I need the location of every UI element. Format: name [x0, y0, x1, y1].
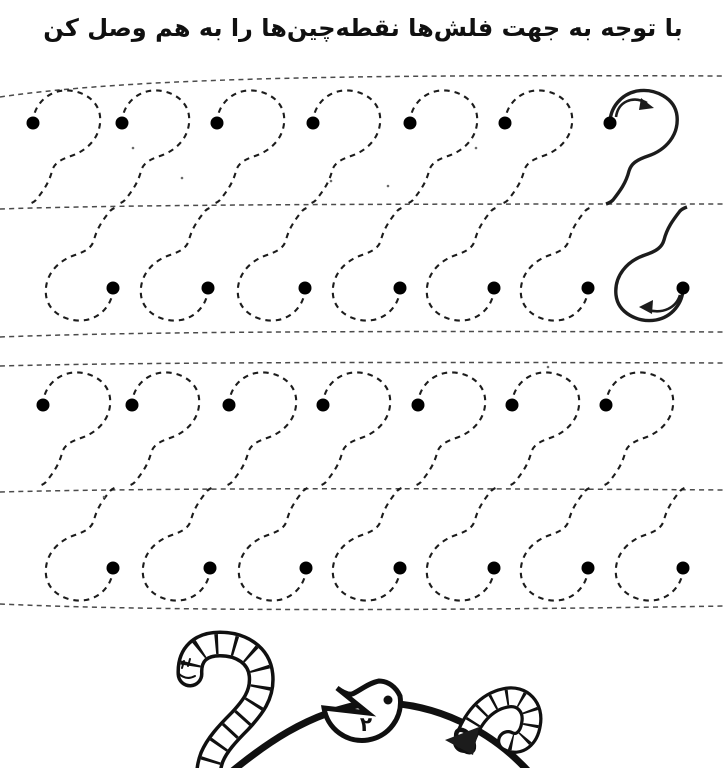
trace-glyph-dashed: [118, 90, 189, 204]
trace-glyph-dashed: [333, 487, 404, 601]
trace-glyph-dashed: [143, 487, 214, 601]
scan-speck: [387, 185, 390, 188]
start-dot: [223, 399, 236, 412]
start-dot: [394, 282, 407, 295]
start-dot: [211, 117, 224, 130]
guideline: [0, 204, 726, 209]
trace-glyph-dashed: [39, 372, 110, 486]
bird-eye-icon: [384, 696, 393, 705]
trace-glyph-dashed: [406, 90, 477, 204]
practice-bands: [0, 76, 726, 610]
trace-glyph-dashed: [319, 372, 390, 486]
guideline: [0, 76, 726, 97]
start-dot: [404, 117, 417, 130]
start-dot: [499, 117, 512, 130]
trace-glyph-dashed: [225, 372, 296, 486]
practice-row-down: [46, 207, 690, 321]
trace-glyph-dashed: [128, 372, 199, 486]
scan-speck: [103, 496, 106, 499]
start-dot: [488, 282, 501, 295]
mascot-bird: [324, 681, 400, 740]
trace-glyph-dashed: [427, 207, 498, 321]
start-dot: [27, 117, 40, 130]
trace-glyph-dashed: [141, 207, 212, 321]
scan-speck: [475, 147, 478, 150]
practice-band: [0, 362, 726, 609]
trace-glyph-dashed: [521, 207, 592, 321]
start-dot: [677, 562, 690, 575]
trace-glyph-dashed: [238, 207, 309, 321]
worksheet-title: با توجه به جهت فلش‌ها نقطه‌چین‌ها را به هم وصل کن: [43, 14, 683, 42]
start-dot: [202, 282, 215, 295]
mascot-illustration: [178, 644, 540, 768]
start-dot: [582, 282, 595, 295]
scan-speck: [181, 177, 184, 180]
start-dot: [37, 399, 50, 412]
scan-speck: [132, 147, 135, 150]
start-dot: [600, 399, 613, 412]
start-dot: [412, 399, 425, 412]
practice-row-down: [46, 487, 690, 601]
scan-speck: [330, 180, 333, 183]
start-dot: [394, 562, 407, 575]
guideline: [0, 604, 726, 610]
start-dot: [107, 282, 120, 295]
start-dot: [307, 117, 320, 130]
guideline: [0, 362, 726, 366]
guideline: [0, 332, 726, 337]
start-dot: [317, 399, 330, 412]
practice-row-up: [27, 90, 678, 204]
start-dot: [116, 117, 129, 130]
scan-specks: [103, 147, 550, 499]
trace-glyph-dashed: [213, 90, 284, 204]
mascot-numeral: ۲: [359, 712, 373, 736]
start-dot: [506, 399, 519, 412]
start-dot: [604, 117, 617, 130]
mascot-worm-left: [178, 644, 261, 768]
trace-glyph-dashed: [602, 372, 673, 486]
start-dot: [299, 282, 312, 295]
trace-glyph-dashed: [29, 90, 100, 204]
trace-glyph-dashed: [616, 487, 687, 601]
trace-glyph-dashed: [239, 487, 310, 601]
trace-glyph-dashed: [46, 487, 117, 601]
start-dot: [107, 562, 120, 575]
trace-glyph-dashed: [521, 487, 592, 601]
guideline: [0, 489, 726, 492]
trace-glyph-dashed: [309, 90, 380, 204]
practice-band: [0, 76, 726, 337]
start-dot: [582, 562, 595, 575]
direction-arrow: [616, 98, 654, 117]
start-dot: [126, 399, 139, 412]
start-dot: [677, 282, 690, 295]
scan-speck: [547, 366, 550, 369]
start-dot: [204, 562, 217, 575]
trace-glyph-dashed: [333, 207, 404, 321]
trace-glyph-dashed: [46, 207, 117, 321]
practice-row-up: [37, 372, 674, 486]
trace-glyph-dashed: [501, 90, 572, 204]
trace-glyph-dashed: [508, 372, 579, 486]
trace-glyph-dashed: [414, 372, 485, 486]
trace-glyph-dashed: [427, 487, 498, 601]
start-dot: [300, 562, 313, 575]
start-dot: [488, 562, 501, 575]
